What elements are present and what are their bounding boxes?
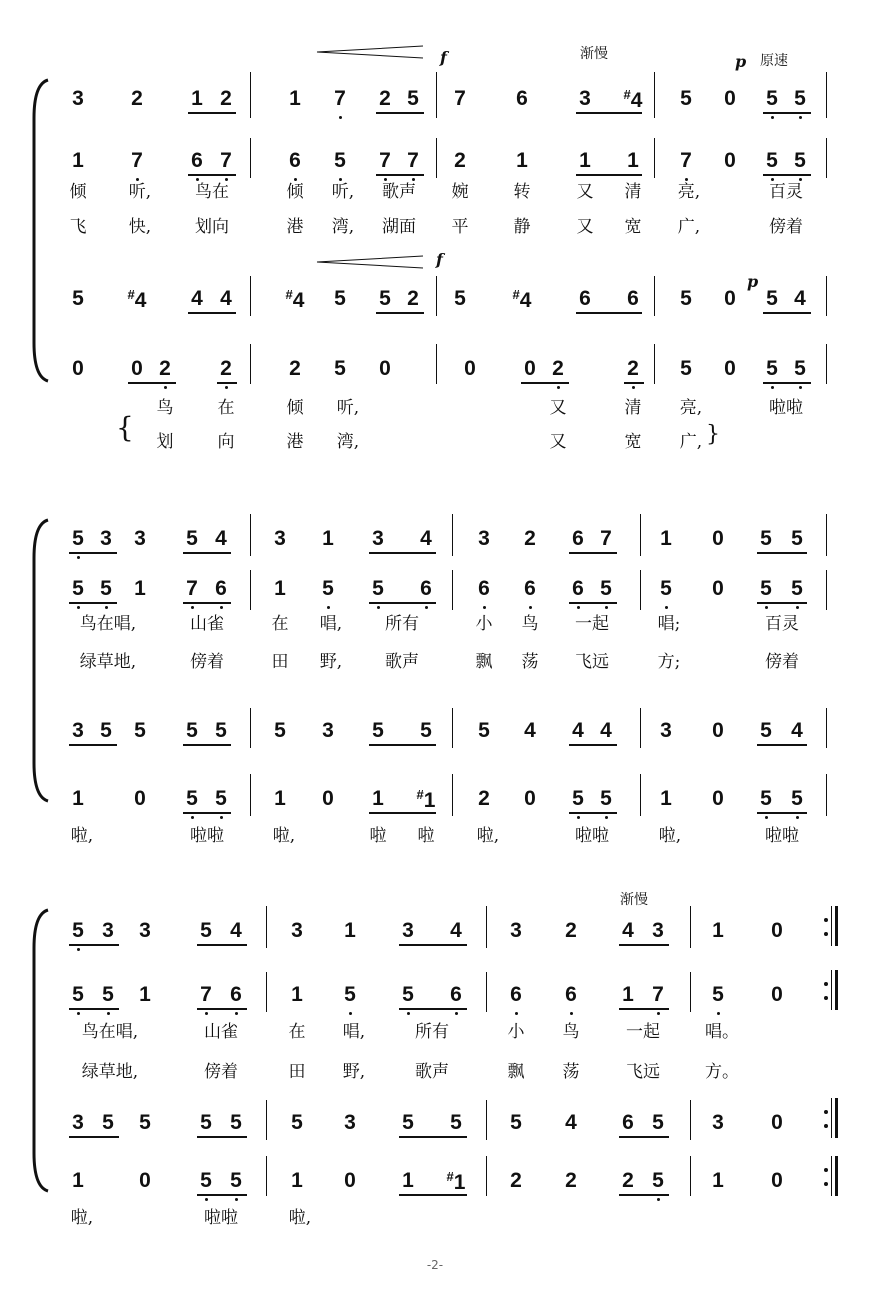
verse-brace-right: } <box>706 422 720 447</box>
piano-mark: p <box>747 272 759 291</box>
a-tempo-mark: 原速 <box>760 53 788 69</box>
system-brace-2 <box>30 518 54 803</box>
page-number: -2- <box>426 1258 444 1272</box>
crescendo-mark <box>315 254 425 270</box>
system-brace-3 <box>30 908 54 1193</box>
ritardando-mark: 渐慢 <box>580 46 608 62</box>
forte-mark: f <box>440 48 447 67</box>
piano-mark: p <box>735 52 747 71</box>
crescendo-mark <box>315 44 425 60</box>
system-brace-1 <box>30 78 54 383</box>
ritardando-mark: 渐慢 <box>620 892 648 908</box>
forte-mark: f <box>436 250 443 269</box>
verse-brace-left: { <box>116 411 134 444</box>
